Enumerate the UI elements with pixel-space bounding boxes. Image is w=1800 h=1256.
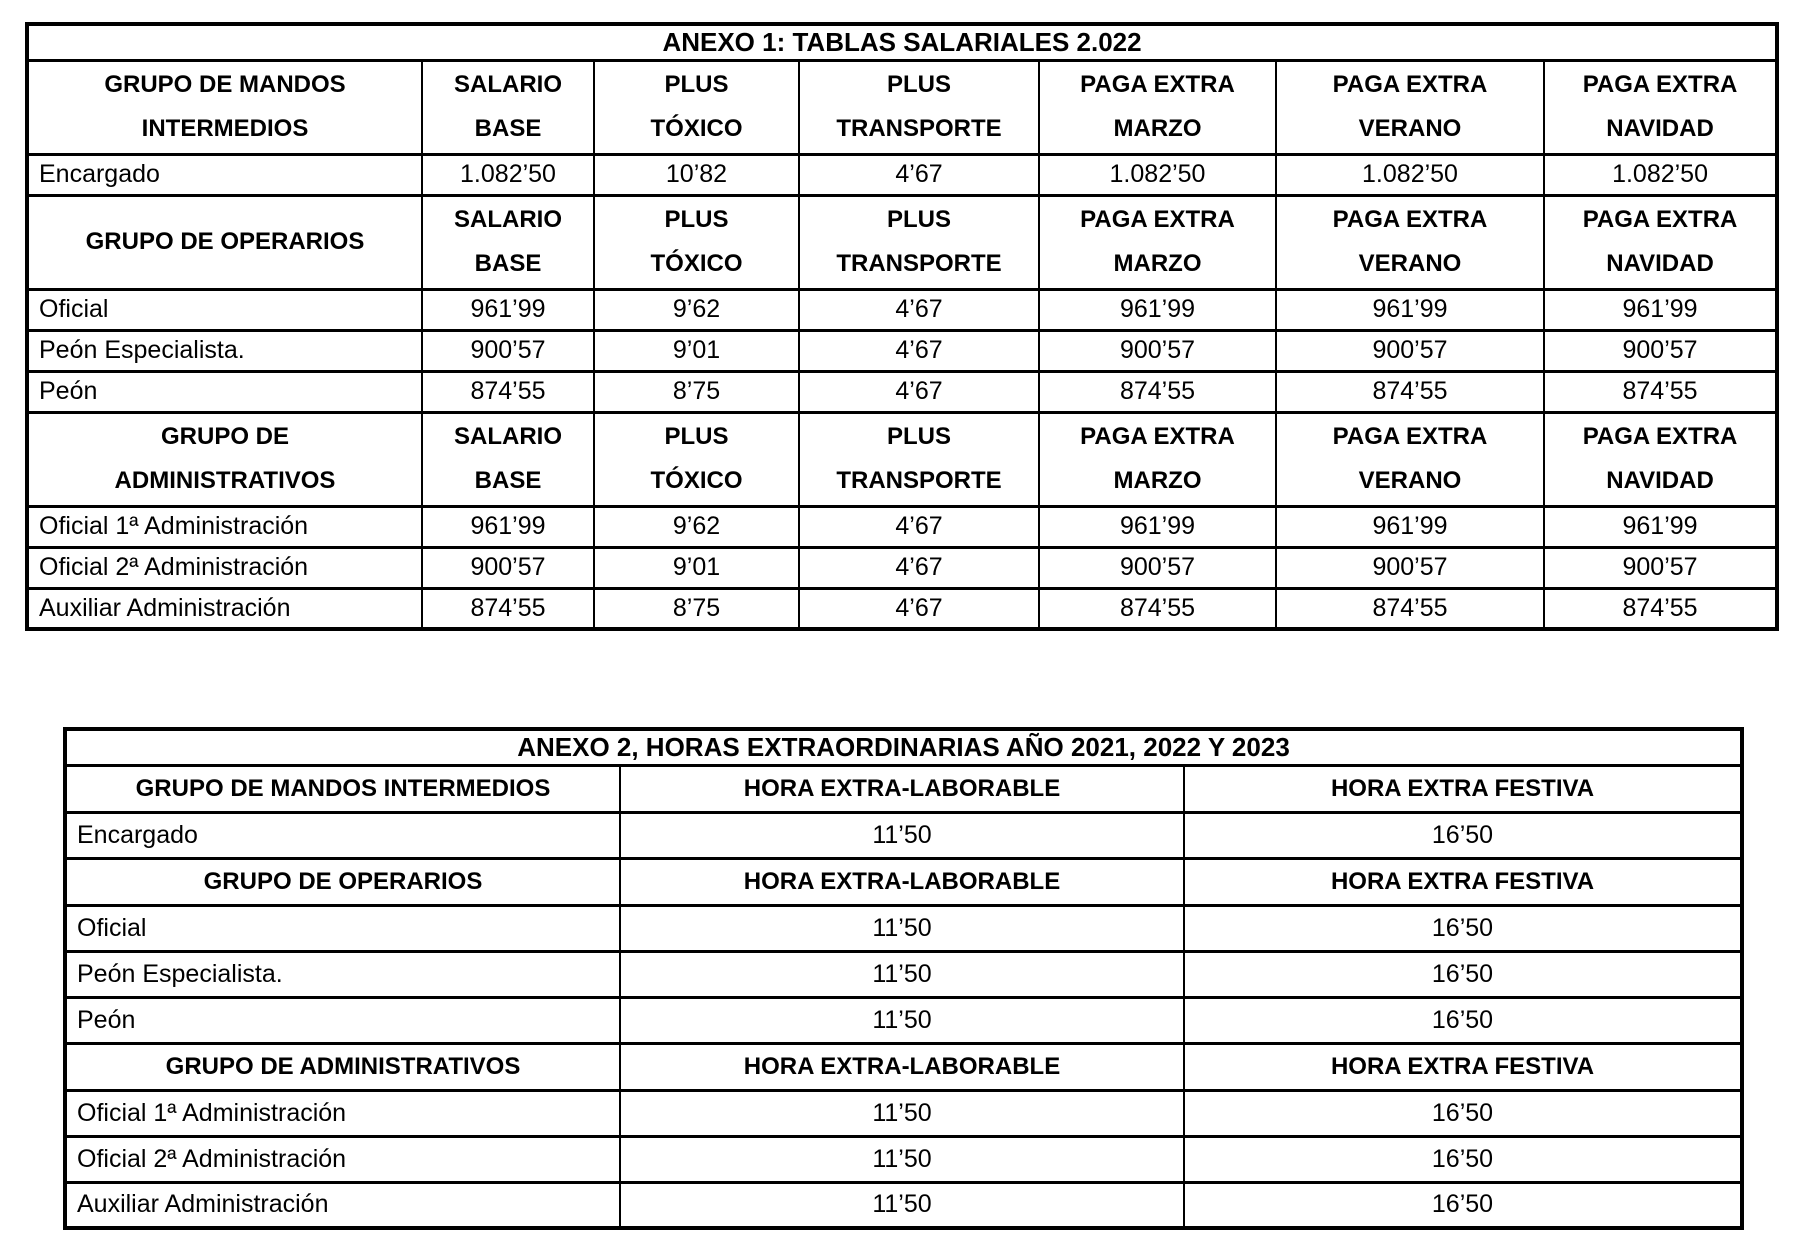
header-text-line: PAGA EXTRA <box>1332 423 1488 450</box>
table-row <box>65 858 1742 905</box>
value-cell: 4’67 <box>799 330 1039 371</box>
group-header-cell <box>65 765 620 812</box>
value-cell: 8’75 <box>594 588 799 629</box>
header-text-line: GRUPO DE OPERARIOS <box>85 228 365 255</box>
value-cell: 11’50 <box>620 1136 1184 1182</box>
value-cell: 874’55 <box>1276 588 1544 629</box>
header-text-line: PLUS <box>886 71 951 98</box>
header-text-line: PAGA EXTRA <box>1582 71 1738 98</box>
header-text-line: HORA EXTRA-LABORABLE <box>743 867 1061 895</box>
anexo1-title: ANEXO 1: TABLAS SALARIALES 2.022 <box>27 24 1777 60</box>
column-header-cell <box>1184 858 1742 905</box>
row-label-cell: Peón <box>27 371 422 412</box>
value-cell: 16’50 <box>1184 812 1742 858</box>
column-header-cell <box>1276 195 1544 289</box>
anexo2-overtime-table <box>63 727 1744 1230</box>
column-header-cell <box>1184 765 1742 812</box>
header-text-line: PAGA EXTRA <box>1080 206 1235 233</box>
value-cell: 874’55 <box>422 588 594 629</box>
value-cell: 11’50 <box>620 1182 1184 1228</box>
header-text-line: HORA EXTRA FESTIVA <box>1330 1052 1595 1080</box>
column-header-cell <box>1039 60 1276 154</box>
value-cell: 961’99 <box>1276 289 1544 330</box>
table-row <box>65 812 1742 858</box>
header-text-line: HORA EXTRA FESTIVA <box>1330 774 1595 802</box>
header-text-line: SALARIO <box>454 206 562 233</box>
column-header-cell <box>799 412 1039 506</box>
value-cell: 11’50 <box>620 951 1184 997</box>
value-cell: 961’99 <box>1039 289 1276 330</box>
column-header-cell <box>620 765 1184 812</box>
value-cell: 1.082’50 <box>1039 154 1276 195</box>
value-cell: 9’01 <box>594 547 799 588</box>
column-header-cell <box>422 60 594 154</box>
value-cell: 11’50 <box>620 905 1184 951</box>
table-row <box>65 905 1742 951</box>
value-cell: 4’67 <box>799 154 1039 195</box>
column-header-cell <box>1544 60 1777 154</box>
column-header-cell <box>594 60 799 154</box>
value-cell: 1.082’50 <box>1276 154 1544 195</box>
column-header-cell <box>1544 195 1777 289</box>
value-cell: 4’67 <box>799 547 1039 588</box>
table-row <box>65 997 1742 1043</box>
header-text-line: PAGA EXTRA <box>1582 206 1738 233</box>
table-row <box>27 60 1777 154</box>
value-cell: 900’57 <box>1039 547 1276 588</box>
header-text-line: MARZO <box>1113 250 1202 277</box>
value-cell: 9’62 <box>594 506 799 547</box>
header-text-line: ADMINISTRATIVOS <box>114 467 336 494</box>
group-header-cell <box>27 195 422 289</box>
header-text-line: BASE <box>474 467 542 494</box>
value-cell: 900’57 <box>1276 330 1544 371</box>
group-header-cell <box>65 858 620 905</box>
table-row <box>65 1090 1742 1136</box>
header-text-line: HORA EXTRA FESTIVA <box>1330 867 1595 895</box>
header-text-line: PLUS <box>886 423 951 450</box>
header-text-line: PAGA EXTRA <box>1332 71 1488 98</box>
header-text-line: TÓXICO <box>650 115 743 142</box>
value-cell: 4’67 <box>799 506 1039 547</box>
column-header-cell <box>422 195 594 289</box>
value-cell: 900’57 <box>1276 547 1544 588</box>
header-text-line: PLUS <box>886 206 951 233</box>
row-label-cell: Encargado <box>65 812 620 858</box>
table-row <box>27 547 1777 588</box>
header-text-line: MARZO <box>1113 115 1202 142</box>
column-header-cell <box>799 195 1039 289</box>
table-row <box>27 154 1777 195</box>
column-header-cell <box>594 195 799 289</box>
value-cell: 1.082’50 <box>422 154 594 195</box>
row-label-cell: Encargado <box>27 154 422 195</box>
value-cell: 961’99 <box>422 506 594 547</box>
value-cell: 961’99 <box>1544 289 1777 330</box>
header-text-line: PAGA EXTRA <box>1080 71 1235 98</box>
column-header-cell <box>1039 195 1276 289</box>
value-cell: 4’67 <box>799 588 1039 629</box>
value-cell: 874’55 <box>1039 371 1276 412</box>
row-label-cell: Peón Especialista. <box>27 330 422 371</box>
value-cell: 874’55 <box>1039 588 1276 629</box>
header-text-line: GRUPO DE MANDOS <box>104 71 346 98</box>
header-text-line: TRANSPORTE <box>836 467 1002 494</box>
header-text-line: PLUS <box>664 71 729 98</box>
row-label-cell: Peón Especialista. <box>65 951 620 997</box>
row-label-cell: Oficial 1ª Administración <box>27 506 422 547</box>
value-cell: 11’50 <box>620 1090 1184 1136</box>
row-label-cell: Auxiliar Administración <box>65 1182 620 1228</box>
column-header-cell <box>1039 412 1276 506</box>
value-cell: 961’99 <box>1039 506 1276 547</box>
table-row <box>27 24 1777 60</box>
value-cell: 16’50 <box>1184 1136 1742 1182</box>
header-text-line: PAGA EXTRA <box>1080 423 1235 450</box>
value-cell: 900’57 <box>422 547 594 588</box>
header-text-line: BASE <box>474 250 542 277</box>
value-cell: 16’50 <box>1184 1182 1742 1228</box>
row-label-cell: Oficial 2ª Administración <box>27 547 422 588</box>
header-text-line: NAVIDAD <box>1606 467 1714 494</box>
value-cell: 961’99 <box>1276 506 1544 547</box>
header-text-line: TÓXICO <box>650 250 743 277</box>
group-header-cell <box>65 1043 620 1090</box>
header-text-line: TRANSPORTE <box>836 115 1002 142</box>
value-cell: 9’62 <box>594 289 799 330</box>
header-text-line: TÓXICO <box>650 467 743 494</box>
table-row <box>65 729 1742 765</box>
header-text-line: PAGA EXTRA <box>1582 423 1738 450</box>
value-cell: 16’50 <box>1184 997 1742 1043</box>
header-text-line: GRUPO DE <box>160 423 289 450</box>
table-row <box>27 371 1777 412</box>
value-cell: 874’55 <box>422 371 594 412</box>
header-text-line: VERANO <box>1358 115 1462 142</box>
table-row <box>27 412 1777 506</box>
anexo2-title: ANEXO 2, HORAS EXTRAORDINARIAS AÑO 2021, 2022 Y 2023 <box>65 729 1742 765</box>
value-cell: 16’50 <box>1184 951 1742 997</box>
header-text-line: PLUS <box>664 206 729 233</box>
header-text-line: SALARIO <box>454 71 562 98</box>
header-text-line: SALARIO <box>454 423 562 450</box>
row-label-cell: Auxiliar Administración <box>27 588 422 629</box>
row-label-cell: Peón <box>65 997 620 1043</box>
value-cell: 900’57 <box>1544 330 1777 371</box>
table-row <box>27 506 1777 547</box>
header-text-line: BASE <box>474 115 542 142</box>
value-cell: 4’67 <box>799 371 1039 412</box>
column-header-cell <box>620 858 1184 905</box>
header-text-line: VERANO <box>1358 467 1462 494</box>
column-header-cell <box>1544 412 1777 506</box>
table-row <box>65 1182 1742 1228</box>
value-cell: 961’99 <box>1544 506 1777 547</box>
table-row <box>27 330 1777 371</box>
row-label-cell: Oficial 1ª Administración <box>65 1090 620 1136</box>
table-row <box>27 195 1777 289</box>
table-row <box>65 765 1742 812</box>
header-text-line: PLUS <box>664 423 729 450</box>
row-label-cell: Oficial <box>65 905 620 951</box>
group-header-cell <box>27 60 422 154</box>
value-cell: 10’82 <box>594 154 799 195</box>
column-header-cell <box>1184 1043 1742 1090</box>
header-text-line: GRUPO DE MANDOS INTERMEDIOS <box>135 774 551 802</box>
column-header-cell <box>422 412 594 506</box>
table-row <box>65 1136 1742 1182</box>
column-header-cell <box>594 412 799 506</box>
table-row <box>65 1043 1742 1090</box>
value-cell: 900’57 <box>422 330 594 371</box>
value-cell: 900’57 <box>1544 547 1777 588</box>
value-cell: 16’50 <box>1184 1090 1742 1136</box>
group-header-cell <box>27 412 422 506</box>
header-text-line: HORA EXTRA-LABORABLE <box>743 1052 1061 1080</box>
header-text-line: MARZO <box>1113 467 1202 494</box>
row-label-cell: Oficial <box>27 289 422 330</box>
value-cell: 4’67 <box>799 289 1039 330</box>
value-cell: 11’50 <box>620 812 1184 858</box>
value-cell: 9’01 <box>594 330 799 371</box>
value-cell: 900’57 <box>1039 330 1276 371</box>
header-text-line: NAVIDAD <box>1606 250 1714 277</box>
value-cell: 874’55 <box>1276 371 1544 412</box>
value-cell: 874’55 <box>1544 588 1777 629</box>
value-cell: 16’50 <box>1184 905 1742 951</box>
header-text-line: VERANO <box>1358 250 1462 277</box>
value-cell: 8’75 <box>594 371 799 412</box>
column-header-cell <box>1276 412 1544 506</box>
anexo1-salary-table <box>25 22 1779 631</box>
header-text-line: GRUPO DE ADMINISTRATIVOS <box>165 1052 521 1080</box>
column-header-cell <box>799 60 1039 154</box>
header-text-line: TRANSPORTE <box>836 250 1002 277</box>
table-row <box>65 951 1742 997</box>
header-text-line: HORA EXTRA-LABORABLE <box>743 774 1061 802</box>
value-cell: 11’50 <box>620 997 1184 1043</box>
table-row <box>27 289 1777 330</box>
column-header-cell <box>620 1043 1184 1090</box>
header-text-line: INTERMEDIOS <box>141 115 309 142</box>
value-cell: 961’99 <box>422 289 594 330</box>
header-text-line: PAGA EXTRA <box>1332 206 1488 233</box>
value-cell: 1.082’50 <box>1544 154 1777 195</box>
header-text-line: NAVIDAD <box>1606 115 1714 142</box>
column-header-cell <box>1276 60 1544 154</box>
table-row <box>27 588 1777 629</box>
value-cell: 874’55 <box>1544 371 1777 412</box>
row-label-cell: Oficial 2ª Administración <box>65 1136 620 1182</box>
header-text-line: GRUPO DE OPERARIOS <box>203 867 483 895</box>
